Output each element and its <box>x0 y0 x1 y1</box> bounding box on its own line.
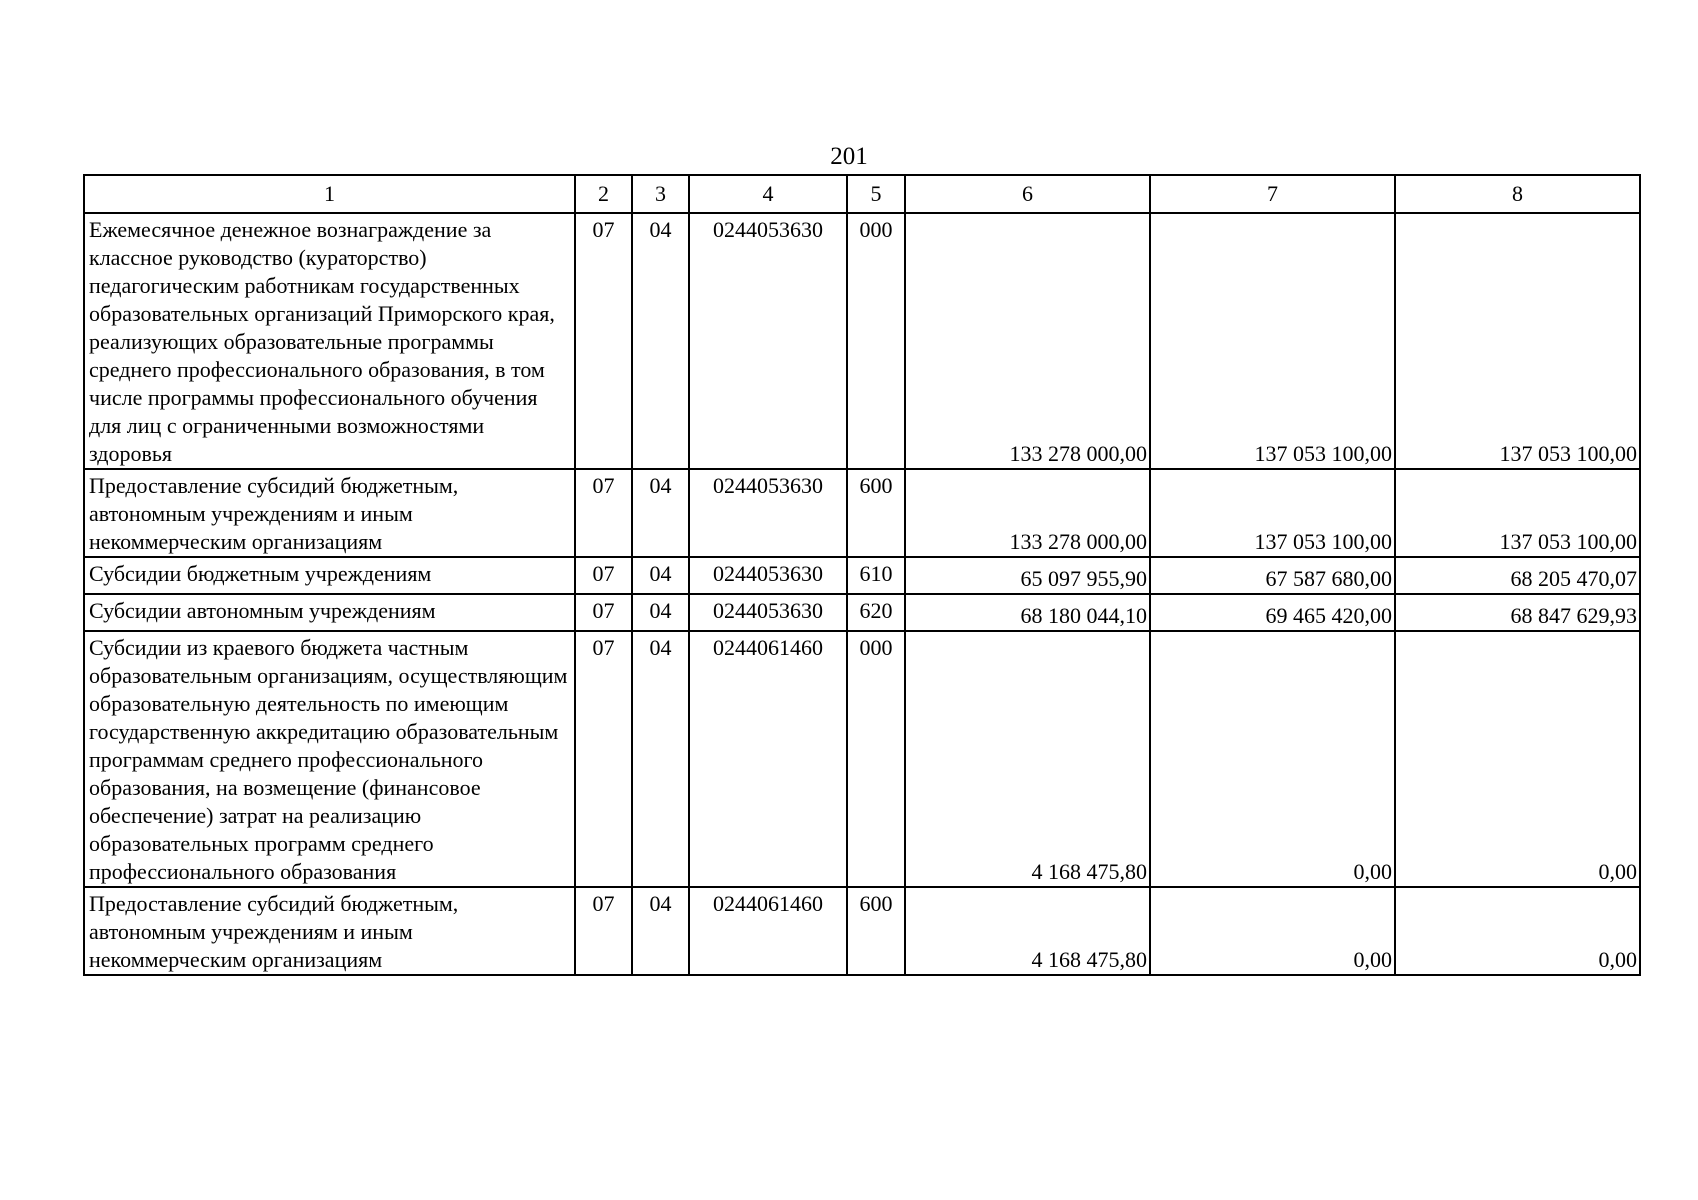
row-name: Субсидии бюджетным учреждениям <box>84 557 575 594</box>
table-row <box>84 631 1640 887</box>
row-amount-col8: 0,00 <box>1395 887 1640 975</box>
row-target-article-code: 0244061460 <box>689 631 847 887</box>
row-amount-col6: 65 097 955,90 <box>905 557 1150 594</box>
table-row <box>84 557 1640 594</box>
row-section-code: 07 <box>575 887 632 975</box>
row-target-article-code: 0244053630 <box>689 213 847 469</box>
row-subsection-code: 04 <box>632 594 689 631</box>
column-header: 1 <box>84 175 575 213</box>
row-target-article-code: 0244053630 <box>689 594 847 631</box>
row-name: Субсидии автономным учреждениям <box>84 594 575 631</box>
column-header: 7 <box>1150 175 1395 213</box>
column-header: 5 <box>847 175 905 213</box>
row-target-article-code: 0244061460 <box>689 887 847 975</box>
table-row <box>84 213 1640 469</box>
row-amount-col7: 67 587 680,00 <box>1150 557 1395 594</box>
row-amount-col7: 137 053 100,00 <box>1150 213 1395 469</box>
row-name: Предоставление субсидий бюджетным, автономным учреждениям и иным некоммерческим организациям <box>84 469 575 557</box>
row-amount-col8: 0,00 <box>1395 631 1640 887</box>
row-subsection-code: 04 <box>632 887 689 975</box>
row-name: Ежемесячное денежное вознаграждение за классное руководство (кураторство) педагогическим работникам государственных образовательных организаций Приморского края, реализующих образовательные программы среднего профессионального образования, в том числе программы профессионального обучения для лиц с ограниченными возможностями здоровья <box>84 213 575 469</box>
row-subsection-code: 04 <box>632 213 689 469</box>
row-name: Предоставление субсидий бюджетным, автономным учреждениям и иным некоммерческим организациям <box>84 887 575 975</box>
row-amount-col8: 68 847 629,93 <box>1395 594 1640 631</box>
column-header: 2 <box>575 175 632 213</box>
row-section-code: 07 <box>575 594 632 631</box>
row-section-code: 07 <box>575 631 632 887</box>
row-target-article-code: 0244053630 <box>689 557 847 594</box>
row-expense-type-code: 620 <box>847 594 905 631</box>
table-row <box>84 594 1640 631</box>
row-amount-col6: 68 180 044,10 <box>905 594 1150 631</box>
row-name: Субсидии из краевого бюджета частным образовательным организациям, осуществляющим образовательную деятельность по имеющим государственную аккредитацию образовательным программам среднего профессионального образования, на возмещение (финансовое обеспечение) затрат на реализацию образовательных программ среднего профессионального образования <box>84 631 575 887</box>
row-amount-col6: 133 278 000,00 <box>905 213 1150 469</box>
column-header: 4 <box>689 175 847 213</box>
row-section-code: 07 <box>575 213 632 469</box>
budget-table <box>83 174 1641 976</box>
row-amount-col6: 4 168 475,80 <box>905 887 1150 975</box>
row-amount-col8: 68 205 470,07 <box>1395 557 1640 594</box>
table-row <box>84 469 1640 557</box>
column-header: 8 <box>1395 175 1640 213</box>
row-expense-type-code: 600 <box>847 469 905 557</box>
row-expense-type-code: 610 <box>847 557 905 594</box>
column-header: 6 <box>905 175 1150 213</box>
row-expense-type-code: 000 <box>847 213 905 469</box>
row-amount-col7: 137 053 100,00 <box>1150 469 1395 557</box>
row-section-code: 07 <box>575 469 632 557</box>
row-section-code: 07 <box>575 557 632 594</box>
row-amount-col6: 4 168 475,80 <box>905 631 1150 887</box>
table-row <box>84 887 1640 975</box>
row-amount-col7: 0,00 <box>1150 887 1395 975</box>
row-amount-col8: 137 053 100,00 <box>1395 213 1640 469</box>
row-target-article-code: 0244053630 <box>689 469 847 557</box>
row-subsection-code: 04 <box>632 631 689 887</box>
row-amount-col8: 137 053 100,00 <box>1395 469 1640 557</box>
column-header: 3 <box>632 175 689 213</box>
row-subsection-code: 04 <box>632 557 689 594</box>
row-amount-col6: 133 278 000,00 <box>905 469 1150 557</box>
row-amount-col7: 0,00 <box>1150 631 1395 887</box>
header-row <box>84 175 1640 213</box>
page-number: 201 <box>830 143 868 170</box>
row-expense-type-code: 000 <box>847 631 905 887</box>
row-subsection-code: 04 <box>632 469 689 557</box>
row-expense-type-code: 600 <box>847 887 905 975</box>
row-amount-col7: 69 465 420,00 <box>1150 594 1395 631</box>
